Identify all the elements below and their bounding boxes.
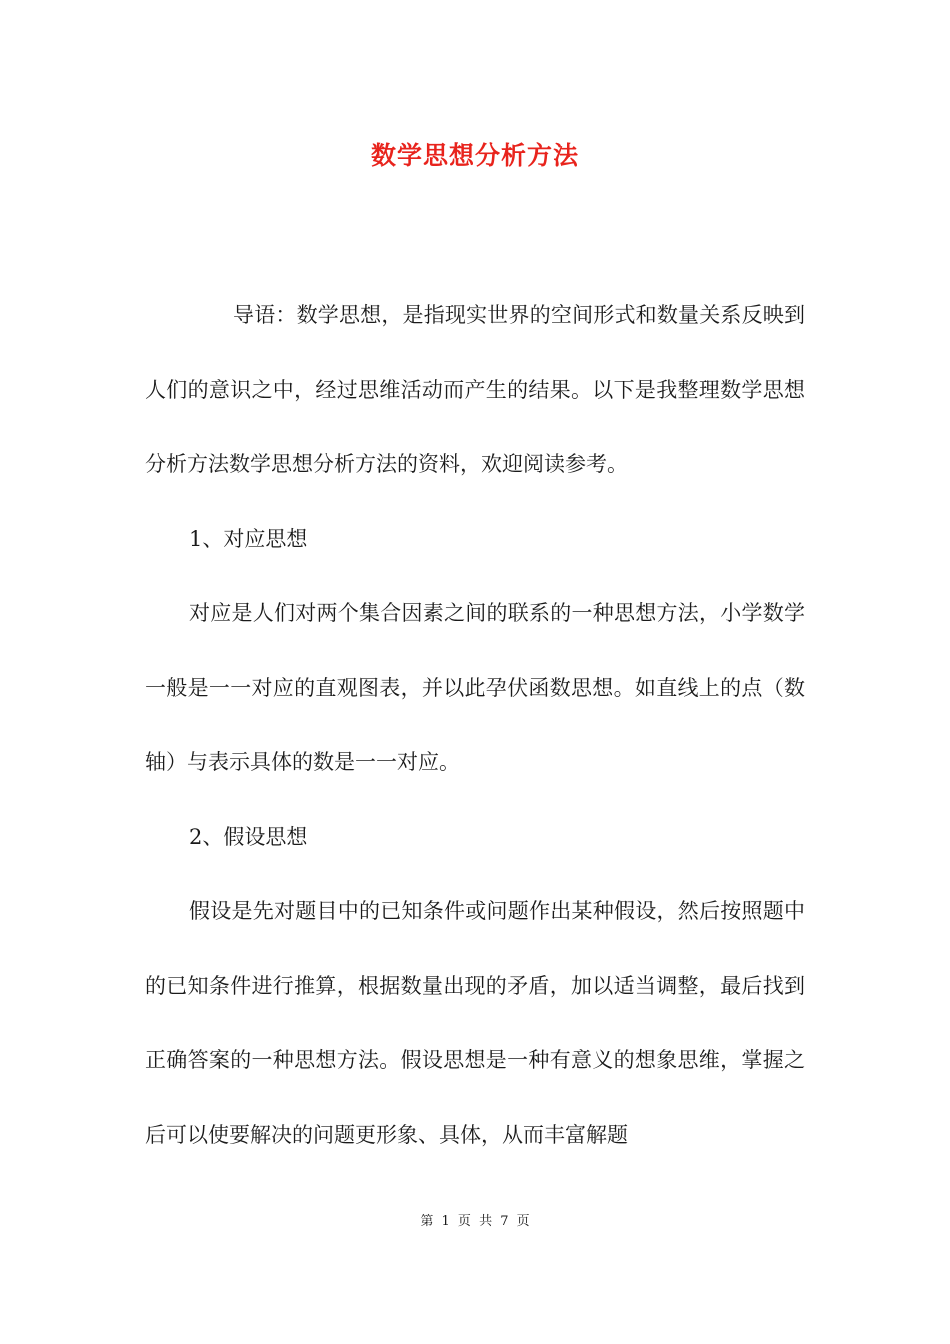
footer-total-unit: 页 <box>516 1214 530 1229</box>
footer-page-unit: 页 <box>457 1214 471 1229</box>
body-paragraph: 假设是先对题目中的已知条件或问题作出某种假设，然后按照题中的已知条件进行推算，根据数量出现的矛盾，加以适当调整，最后找到正确答案的一种思想方法。假设思想是一种有意义的想象思维，掌握之后可以使要解决的问题更形象、具体，从而丰富解题 <box>145 899 805 1147</box>
document-body <box>145 278 805 1172</box>
footer-page-prefix: 第 <box>420 1214 434 1229</box>
footer-total-pages: 7 <box>500 1214 509 1229</box>
body-paragraph: 对应是人们对两个集合因素之间的联系的一种思想方法，小学数学一般是一一对应的直观图表，并以此孕伏函数思想。如直线上的点（数轴）与表示具体的数是一一对应。 <box>145 601 805 774</box>
section-heading-correspondence: 1、对应思想 <box>189 526 308 551</box>
footer-total-prefix: 共 <box>479 1214 493 1229</box>
document-title: 数学思想分析方法 <box>370 141 579 170</box>
footer-current-page: 1 <box>441 1214 450 1229</box>
section-heading-assumption: 2、假设思想 <box>189 824 308 849</box>
intro-paragraph: 导语：数学思想，是指现实世界的空间形式和数量关系反映到人们的意识之中，经过思维活动而产生的结果。以下是我整理数学思想分析方法数学思想分析方法的资料，欢迎阅读参考。 <box>145 303 805 476</box>
page-footer <box>0 1210 950 1229</box>
